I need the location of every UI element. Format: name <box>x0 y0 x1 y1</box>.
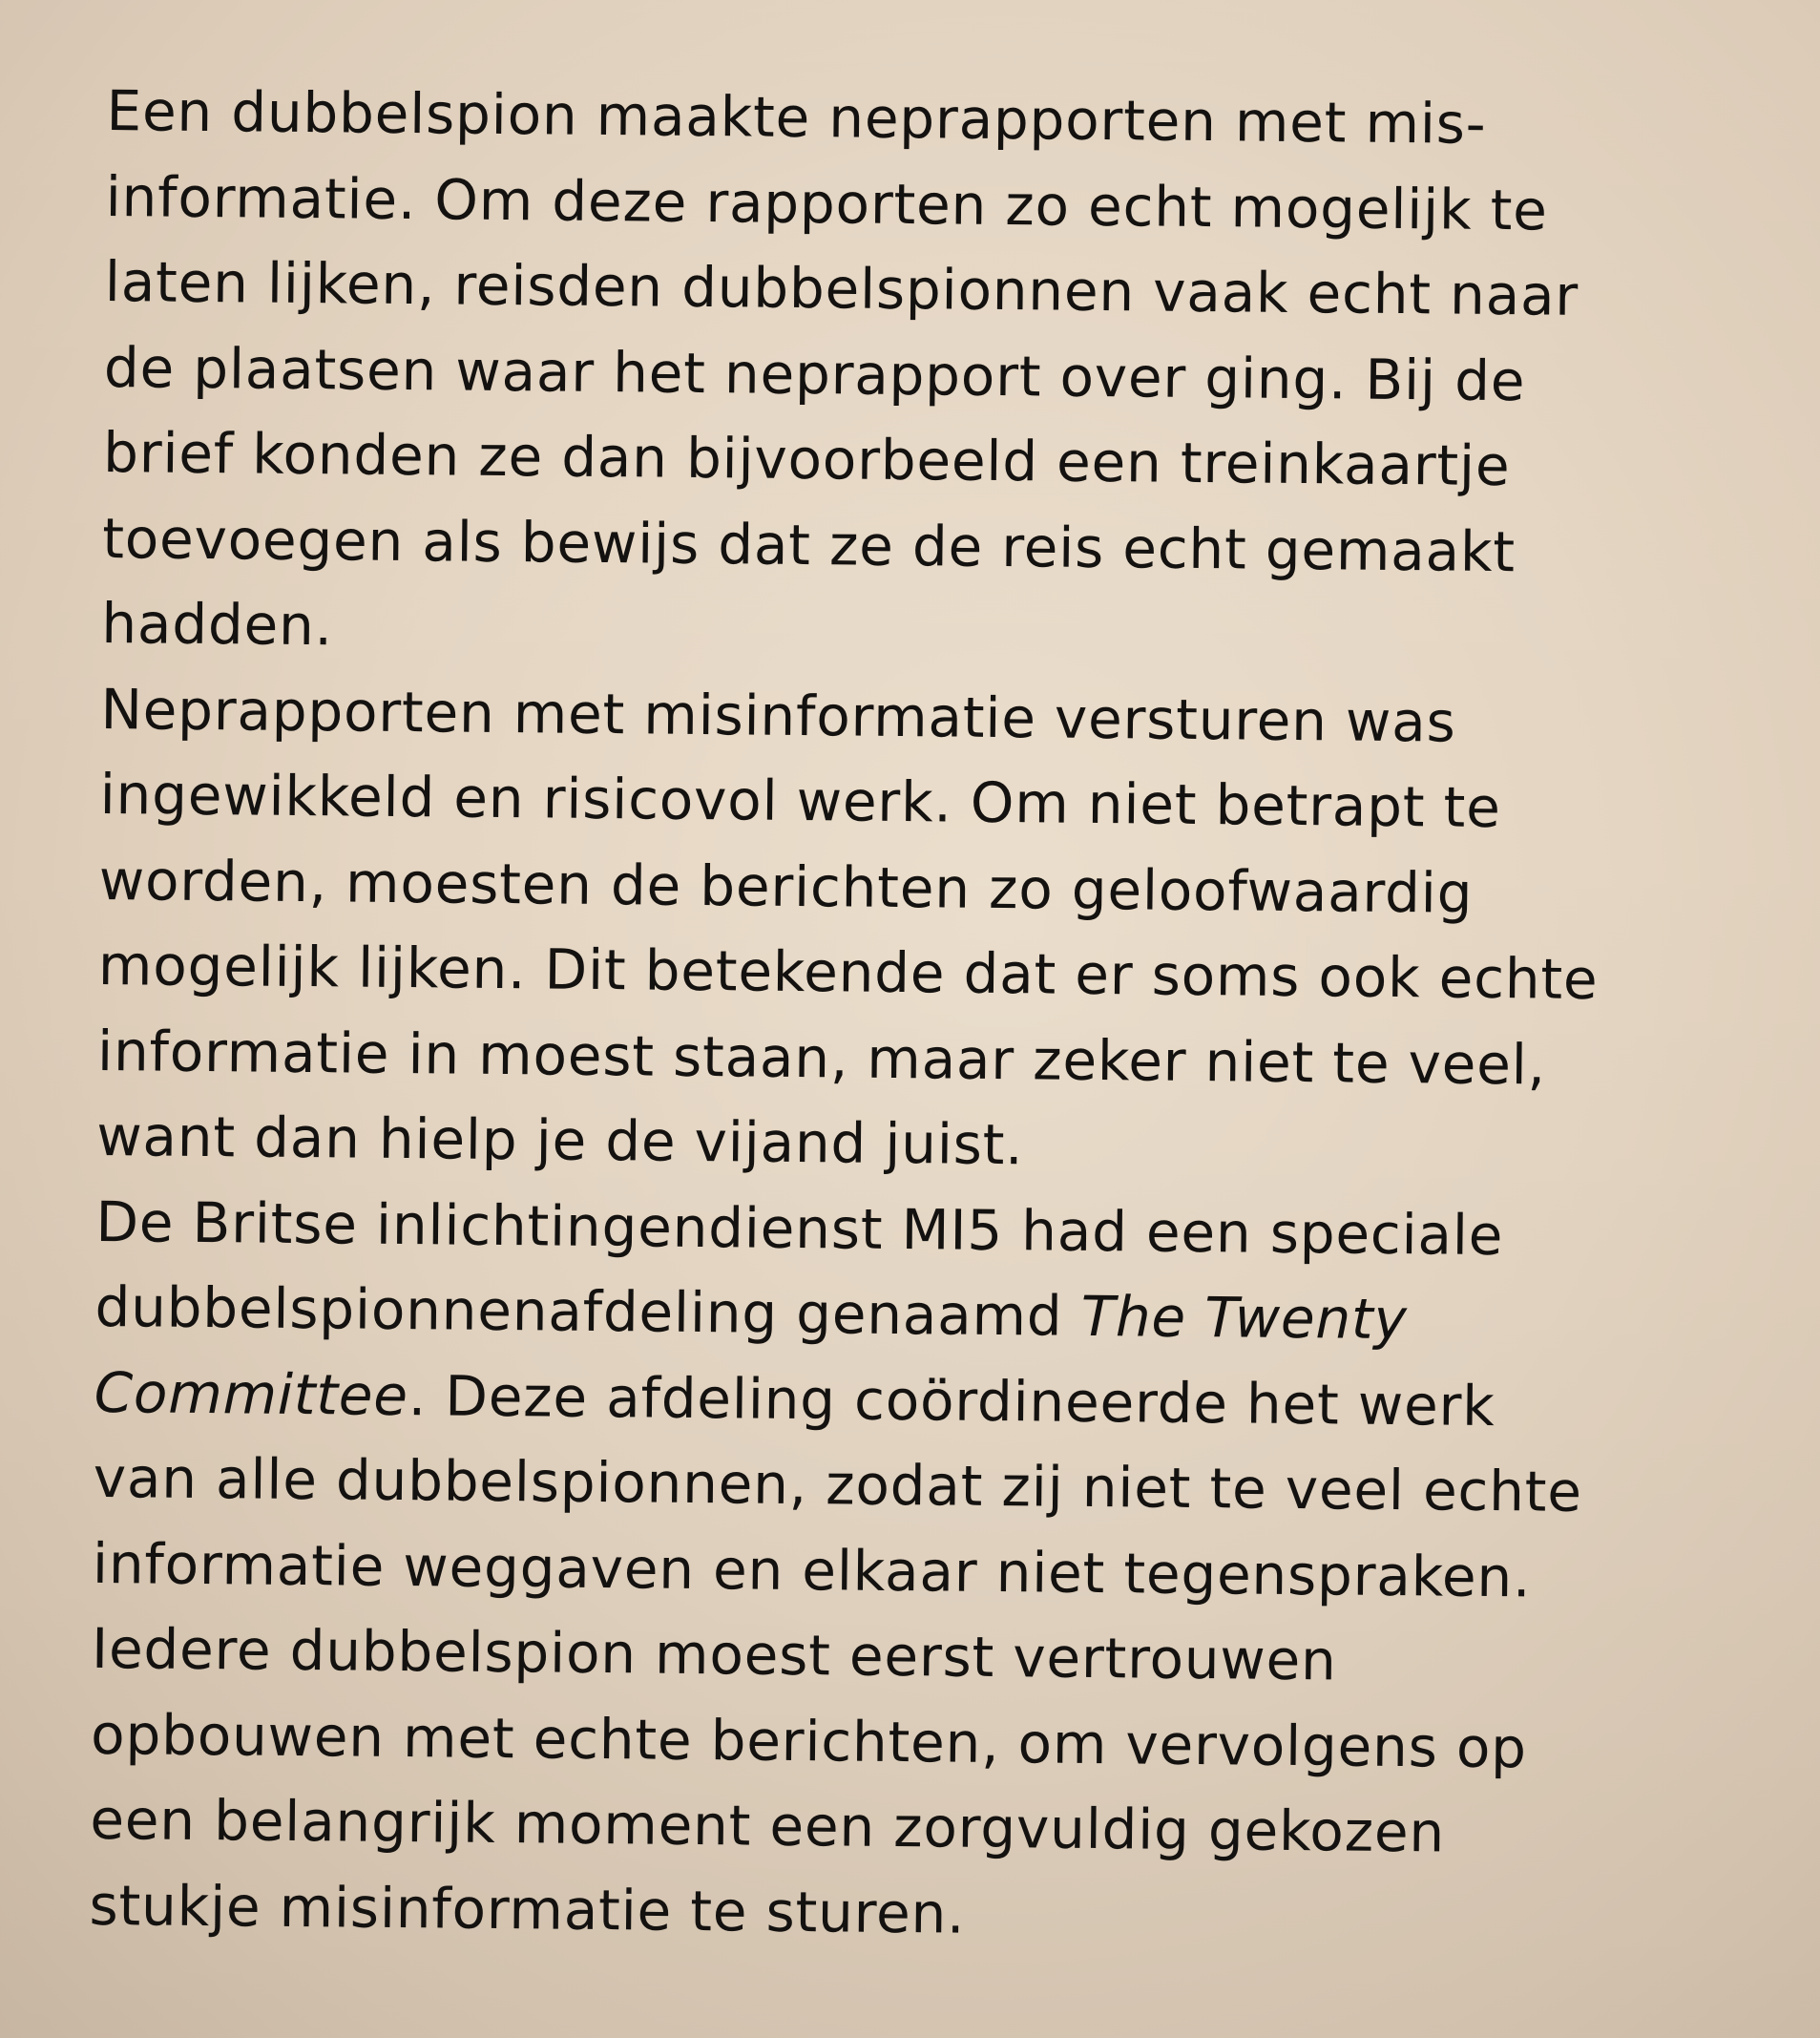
text-line: informatie. Om deze rapporten zo echt mogelijk te <box>105 163 1549 242</box>
text-line: een belangrijk moment een zorgvuldig gekozen <box>90 1786 1446 1865</box>
text-line: informatie in moest staan, maar zeker niet te veel, <box>96 1018 1547 1098</box>
text-line: informatie weggaven en elkaar niet tegenspraken. <box>92 1530 1532 1609</box>
body-text <box>89 69 1787 1964</box>
text-line: stukje misinformatie te sturen. <box>89 1872 966 1946</box>
text-line: Neprapporten met misinformatie versturen was <box>100 676 1456 755</box>
text-line: toevoegen als bewijs dat ze de reis echt gemaakt <box>101 505 1517 584</box>
text-line: Iedere dubbelspion moest eerst vertrouwen <box>91 1615 1337 1693</box>
text-line: mogelijk lijken. Dit betekende dat er soms ook echte <box>97 932 1599 1013</box>
committee-name-italic: Committee <box>94 1359 409 1428</box>
text-line: ingewikkeld en risicovol werk. Om niet betrapt te <box>99 761 1501 841</box>
text-line: want dan hielp je de vijand juist. <box>95 1103 1024 1178</box>
text-line: opbouwen met echte berichten, om vervolgens op <box>90 1701 1528 1780</box>
paragraph-2 <box>96 666 1781 1195</box>
paragraph-1 <box>101 69 1787 683</box>
text-line: hadden. <box>101 590 334 659</box>
text-line <box>94 1350 1774 1451</box>
committee-name-italic: The Twenty <box>1080 1283 1408 1353</box>
text-line: worden, moesten de berichten zo geloofwaardig <box>98 847 1474 926</box>
text-line: brief konden ze dan bijvoorbeeld een treinkaartje <box>102 419 1511 499</box>
text-line: De Britse inlichtingendienst MI5 had een speciale <box>95 1188 1504 1268</box>
text-line: Een dubbelspion maakte neprapporten met mis- <box>106 77 1487 157</box>
paragraph-3 <box>89 1179 1776 1964</box>
text-line: van alle dubbelspionnen, zodat zij niet te veel echte <box>93 1444 1583 1524</box>
text-line <box>94 1265 1775 1366</box>
text-segment: . Deze afdeling coördineerde het werk <box>408 1362 1496 1439</box>
text-line: laten lijken, reisden dubbelspionnen vaak echt naar <box>104 248 1579 328</box>
text-segment: dubbelspionnenafdeling genaamd <box>94 1273 1082 1349</box>
text-line: de plaatsen waar het neprapport over ging. Bij de <box>103 334 1526 413</box>
